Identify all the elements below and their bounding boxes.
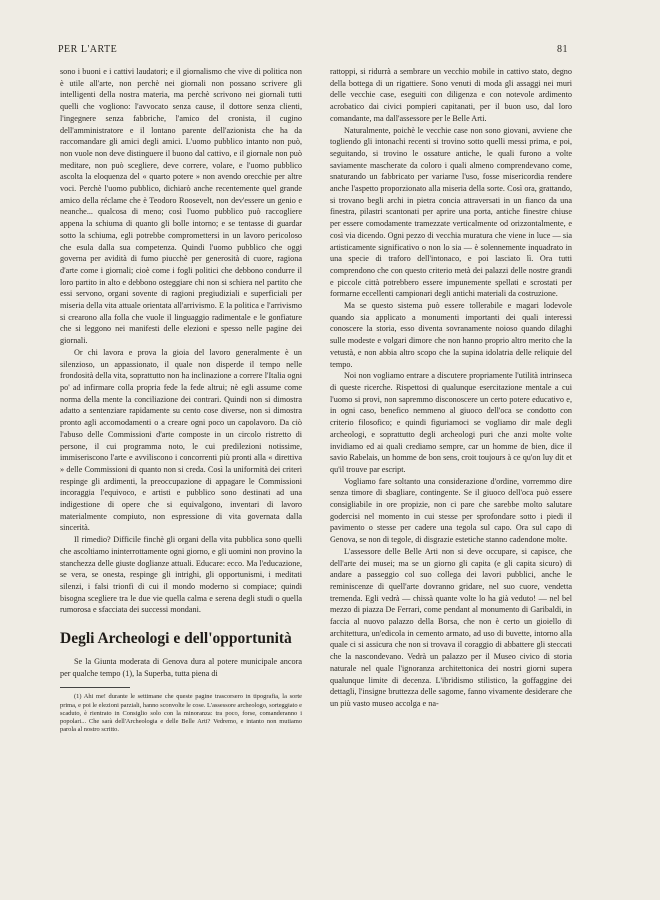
paragraph: sono i buoni e i cattivi laudatori; e il giornalismo che vive di politica non è utile all'arte, non perchè nei giornali non possano scrivere gli intelligenti della nostra materia, ma perchè scrivono nei giornali tutti quelli che vogliono: l'avvocato senza cause, il dottore senza clienti, l'ingegnere senza fabbriche, l'amico del cronista, il cugino dell'amministratore e il lontano parente dell'azionista che ha da raccomandare gli amici degli amici. L'uomo pubblico intanto non può, non vuole non deve distinguere il buono dal cattivo, e il giornale non può meditare, non può scegliere, deve correre, volare, e l'uomo pubblico ascolta la eloquenza del « quarto potere » non avendo orecchie per altre voci. Perchè l'uomo pubblico, dichiarò anche recentemente quel grande amico della réclame che è Teodoro Roosevelt, non dev'essere un genio e neanche... qualcosa di meno; così l'uomo pubblico può raccogliere appena la schiuma di quanto gli bolle intorno; e se tentasse di guardar sotto la schiuma, egli potrebbe compromettersi in un lavoro pericoloso che esula dalla sua competenza. Quindi l'uomo pubblico che oggi governa per avidità di fumo piucchè per generosità di cuore, ragiona d'arte come i giornali; cioè come i fogli politici che debbono condurre il loro partito in alto e debbono osteggiare chi non si schiera nel partito che essi servono, organi sovente di ragioni pregiudiziali e superficiali per miseria della vita attuale orientata all'arrivismo. E la politica e l'arrivismo si crearono alla folla che vuole il linguaggio radimentale e le gonfiature che si leggono nei manifesti delle elezioni e spesso nelle pagine dei giornali.: [60, 67, 302, 346]
footnote: (1) Ahi me! durante le settimane che queste pagine trascorsero in tipografia, la sorte prima, e poi le elezioni parziali, hanno sconvolte le cose. L'assessore archeologo, sorteggiato e scaduto, è rientrato in Consiglio solo con la minoranza: tra poco, forse, comanderanno i popolari... Che sarà dell'Archeologia e delle Belle Arti? Vedremo, e intanto non mutiamo parola al nostro scritto.: [60, 693, 302, 734]
journal-title: PER L'ARTE: [58, 44, 118, 55]
paragraph: Vogliamo fare soltanto una considerazione d'ordine, vorremmo dire senza timore di sbagliare, contingente. Se il giuoco dell'oca può essere consigliabile in ore propizie, non ci pare che sarebbe molto salutare godercisi nel momento in cui stesse per sprofondare sotto i piedi il pavimento o stesse per cadere una tegola sul capo. Ora sul capo di Genova, se non di tegole, di disgrazie estetiche stanno cadendone molte.: [330, 476, 572, 545]
paragraph: Il rimedio? Difficile finchè gli organi della vita pubblica sono quelli che ascoltiamo ininterrottamente ogni giorno, e gli uomini non provino la stanchezza delle giuste doglianze attuali. Educare: ecco. Ma l'educazione, se vera, se onesta, respinge gli intrighi, gli opportunismi, i meditati silenzi, i falsi trionfi di cui il mondo moderno si compiace; quindi bisogna scegliere tra le due vie quella calma e serena degli studi o quella rumorosa e sfacciata dei successi mondani.: [60, 535, 302, 615]
paragraph: Noi non vogliamo entrare a discutere propriamente l'utilità intrinseca di queste ricerche. Rispettosi di qualunque esercitazione mentale a cui l'uomo si provi, non sapremmo disconoscere un certo potere educativo e, in ogni caso, benefico nemmeno al giuoco dell'oca se condotto con criterio filosofico; e quindi figuriamoci se vogliamo dir male degli archeologi, e soprattutto degli archeologi puri che anzi molte volte invidiamo ed ai quali crediamo sempre, car un homme de bien, dice il savio Rabelais, un homme de bon sens, croit toujours à ce qu'on luy dit et qu'il trouve par escript.: [330, 371, 572, 474]
paragraph: L'assessore delle Belle Arti non si deve occupare, si capisce, che dell'arte dei musei; ma se un giorno gli capita (e gli capita sicuro) di andare a passeggio col suo collega dei lavori pubblici, anche le reminiscenze di quell'arte dovranno gridare, nel suo cuore, vendetta tremenda. Egli vedrà — chissà quante volte lo ha già veduto! — nel bel mezzo di piazza De Ferrari, come pendant al monumento di Garibaldi, in faccia al nuovo palazzo della Borsa, che non è certo un gioiello di architettura, un'edicola in cemento armato, ad uso di buvette, intorno alla quale ci si assicura che non si trovava il coraggio di abbattere gli steccati che la nascondevano. Vedrà un palazzo per il Museo civico di storia naturale nel quale l'ignoranza architettonica dei nostri giorni supera qualunque limite di decenza. L'ibridismo stilistico, la goffaggine dei dettagli, l'insigne bruttezza delle sagome, fanno vivamente desiderare che un più vasto museo accolga e na-: [330, 546, 572, 708]
right-column: [330, 66, 572, 710]
article-title: Degli Archeologi e dell'opportunità: [60, 630, 292, 648]
paragraph: rattoppi, si ridurrà a sembrare un vecchio mobile in cattivo stato, degno della bottega di un rigattiere. Sono venuti di moda gli assaggi nei muri delle vecchie case, eseguiti con diligenza e con notevole ardimento acrobatico dai civici pompieri capitanati, per il buon uso, dal loro comandante, ma dall'assessore per le Belle Arti.: [330, 67, 572, 123]
paragraph: Or chi lavora e prova la gioia del lavoro generalmente è un silenzioso, un appassionato, il quale non disperde il tempo nelle frondosità della vita, soprattutto non ha inclinazione a correre l'Italia ogni po' ad infirmare colla propria fede la fede altrui; nè egli assume come norma della mente la conciliazione dei contrari. Quindi non si dimostra adatto a sentenziare rapidamente su cento cose diverse, non si dimostra pronto agli accomodamenti o a creare ogni poco un capolavoro. Da ciò l'abuso delle Commissioni d'arte composte in un circolo ristretto di persone, il cui programma noto, le cui predilezioni notissime, immiseriscono l'arte e avviliscono i concorrenti più pronti alla « direttiva » delle Commissioni di quanto non si creda. Così la uniformità dei criteri respinge gli ardimenti, la preoccupazione di appagare le Commissioni incoraggia l'equivoco, e artisti e pubblico sono destinati ad una indigestione di opere che si equivalgono, inventari di lavoro materialmente compiuto, non espressione di vita governata dalla sincerità.: [60, 347, 302, 533]
paragraph: Ma se questo sistema può essere tollerabile e magari lodevole quando sia applicato a monumenti importanti dei quali interessi conoscere la storia, esso diventa sovranamente noioso quando dilaghi sulle modeste e volgari dimore che non hanno proprio altro merito che la vetustà, e non abbia altro scopo che la supina idolatria delle reliquie del tempo.: [330, 301, 572, 369]
article-opening-paragraph: Se la Giunta moderata di Genova dura al potere municipale ancora per qualche tempo (1), la Superba, tutta piena di: [60, 657, 302, 678]
footnote-rule: [60, 687, 130, 688]
left-column: [60, 66, 302, 734]
paragraph: Naturalmente, poichè le vecchie case non sono giovani, avviene che togliendo gli intonachi recenti si trovino sotto quelli messi prima, e poi, seguitando, si trovino le ossature antiche, le quali furono a volte saviamente mascherate da coloro i quali almeno comprendevano come, snaturando un fabbricato per variarne l'uso, fosse misericordia rendere anche l'aspetto proporzionato alla miseria della sorte. Così ora, grattando, si trovano begli archi in pietra concia attraversati in un fianco da una finestra, pilastri scantonati per aprire una porta, antiche finestre chiuse per essere comodamente tramezzate verticalmente od orizzontalmente, e così via dicendo. Ogni pezzo di vecchia muratura che viene in luce — sia artisticamente significativo o non lo sia — è solennemente inquadrato in una specie di traforo dell'intonaco, e poi lasciato lì. Ora tutti comprendono che con questo criterio metà dei palazzi delle nostre grandi e piccole città potrebbero essere impunemente spellati e scrostati per formarne eccellenti campionari degli antichi materiali da costruzione.: [330, 125, 572, 299]
page-number: 81: [557, 44, 568, 55]
